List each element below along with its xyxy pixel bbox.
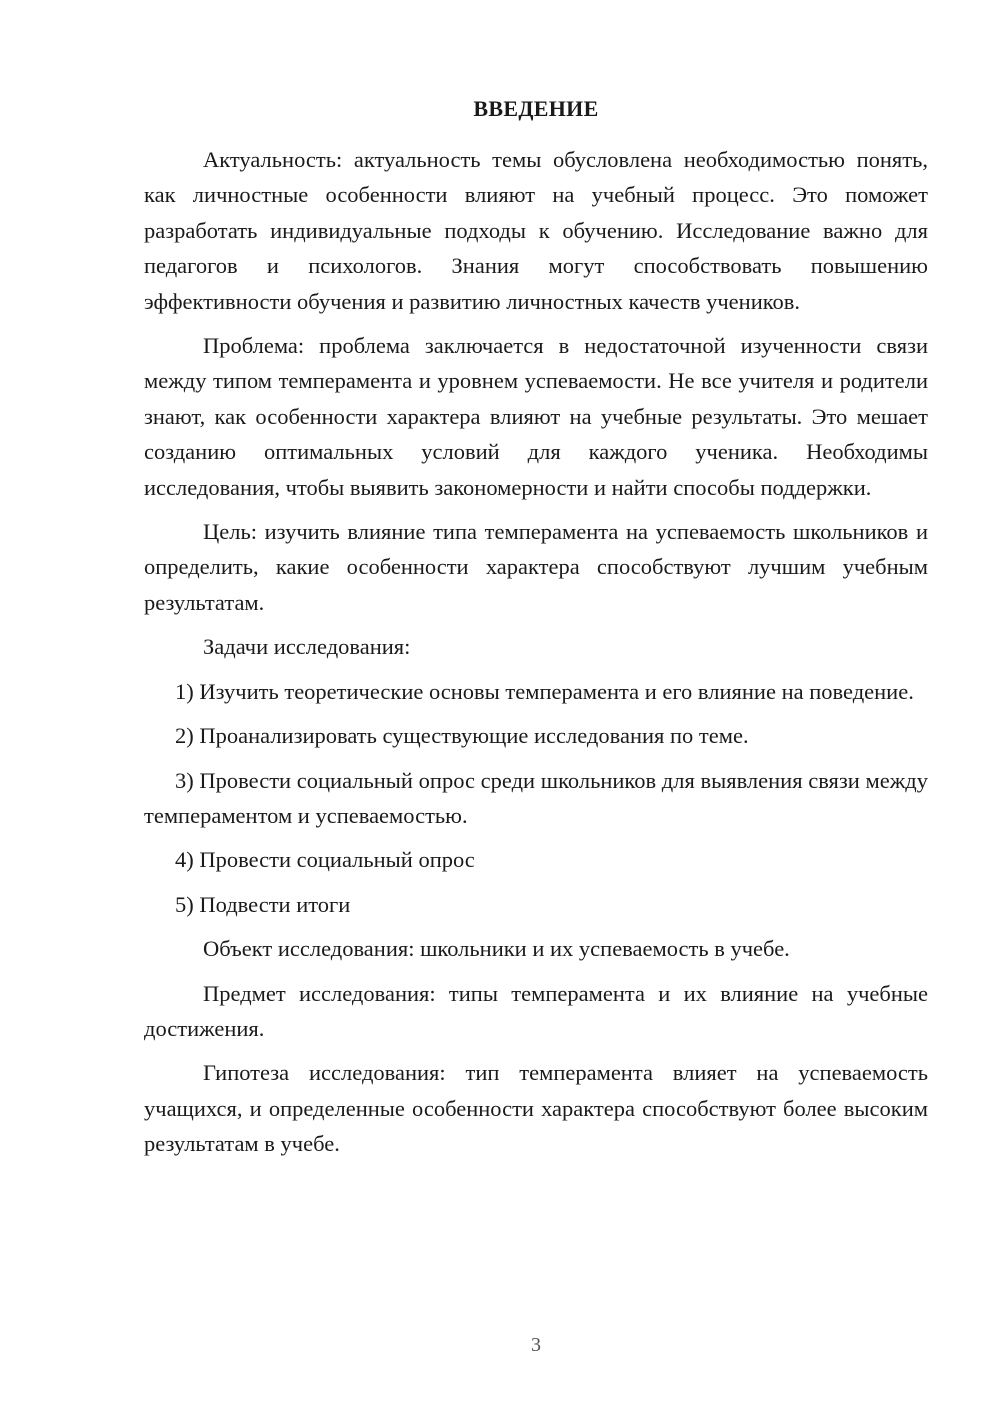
list-item: 4) Провести социальный опрос — [175, 847, 475, 873]
page-heading: ВВЕДЕНИЕ — [473, 96, 599, 121]
list-item: 1) Изучить теоретические основы темперамента и его влияние на поведение. — [175, 678, 914, 704]
paragraph-object: Объект исследования: школьники и их успеваемость в учебе. — [203, 936, 790, 962]
document-body — [144, 142, 928, 1171]
paragraph-relevance: Актуальность: актуальность темы обусловлена необходимостью понять, как личностные особенности влияют на учебный процесс. Это поможет разработать индивидуальные подходы к обучению. Исследование важно для педагогов и психологов. Знания могут способствовать повышению эффективности обучения и развитию личностных качеств учеников. — [144, 147, 928, 314]
page-number: 3 — [531, 1334, 541, 1356]
paragraph-problem: Проблема: проблема заключается в недостаточной изученности связи между типом темперамента и уровнем успеваемости. Не все учителя и родители знают, как особенности характера влияют на учебные результаты. Это мешает созданию оптимальных условий для каждого ученика. Необходимы исследования, чтобы выявить закономерности и найти способы поддержки. — [144, 333, 928, 500]
paragraph-subject: Предмет исследования: типы темперамента и их влияние на учебные достижения. — [144, 980, 928, 1041]
list-item: 2) Проанализировать существующие исследования по теме. — [175, 723, 749, 749]
paragraph-tasks-heading: Задачи исследования: — [203, 634, 411, 660]
paragraph-hypothesis: Гипотеза исследования: тип темперамента влияет на успеваемость учащихся, и определенные особенности характера способствуют более высоким результатам в учебе. — [144, 1060, 928, 1157]
list-item: 5) Подвести итоги — [175, 891, 351, 917]
paragraph-goal: Цель: изучить влияние типа темперамента на успеваемость школьников и определить, какие особенности характера способствуют лучшим учебным результатам. — [144, 519, 928, 615]
list-item: 3) Провести социальный опрос среди школьников для выявления связи между темпераментом и успеваемостью. — [144, 767, 928, 828]
